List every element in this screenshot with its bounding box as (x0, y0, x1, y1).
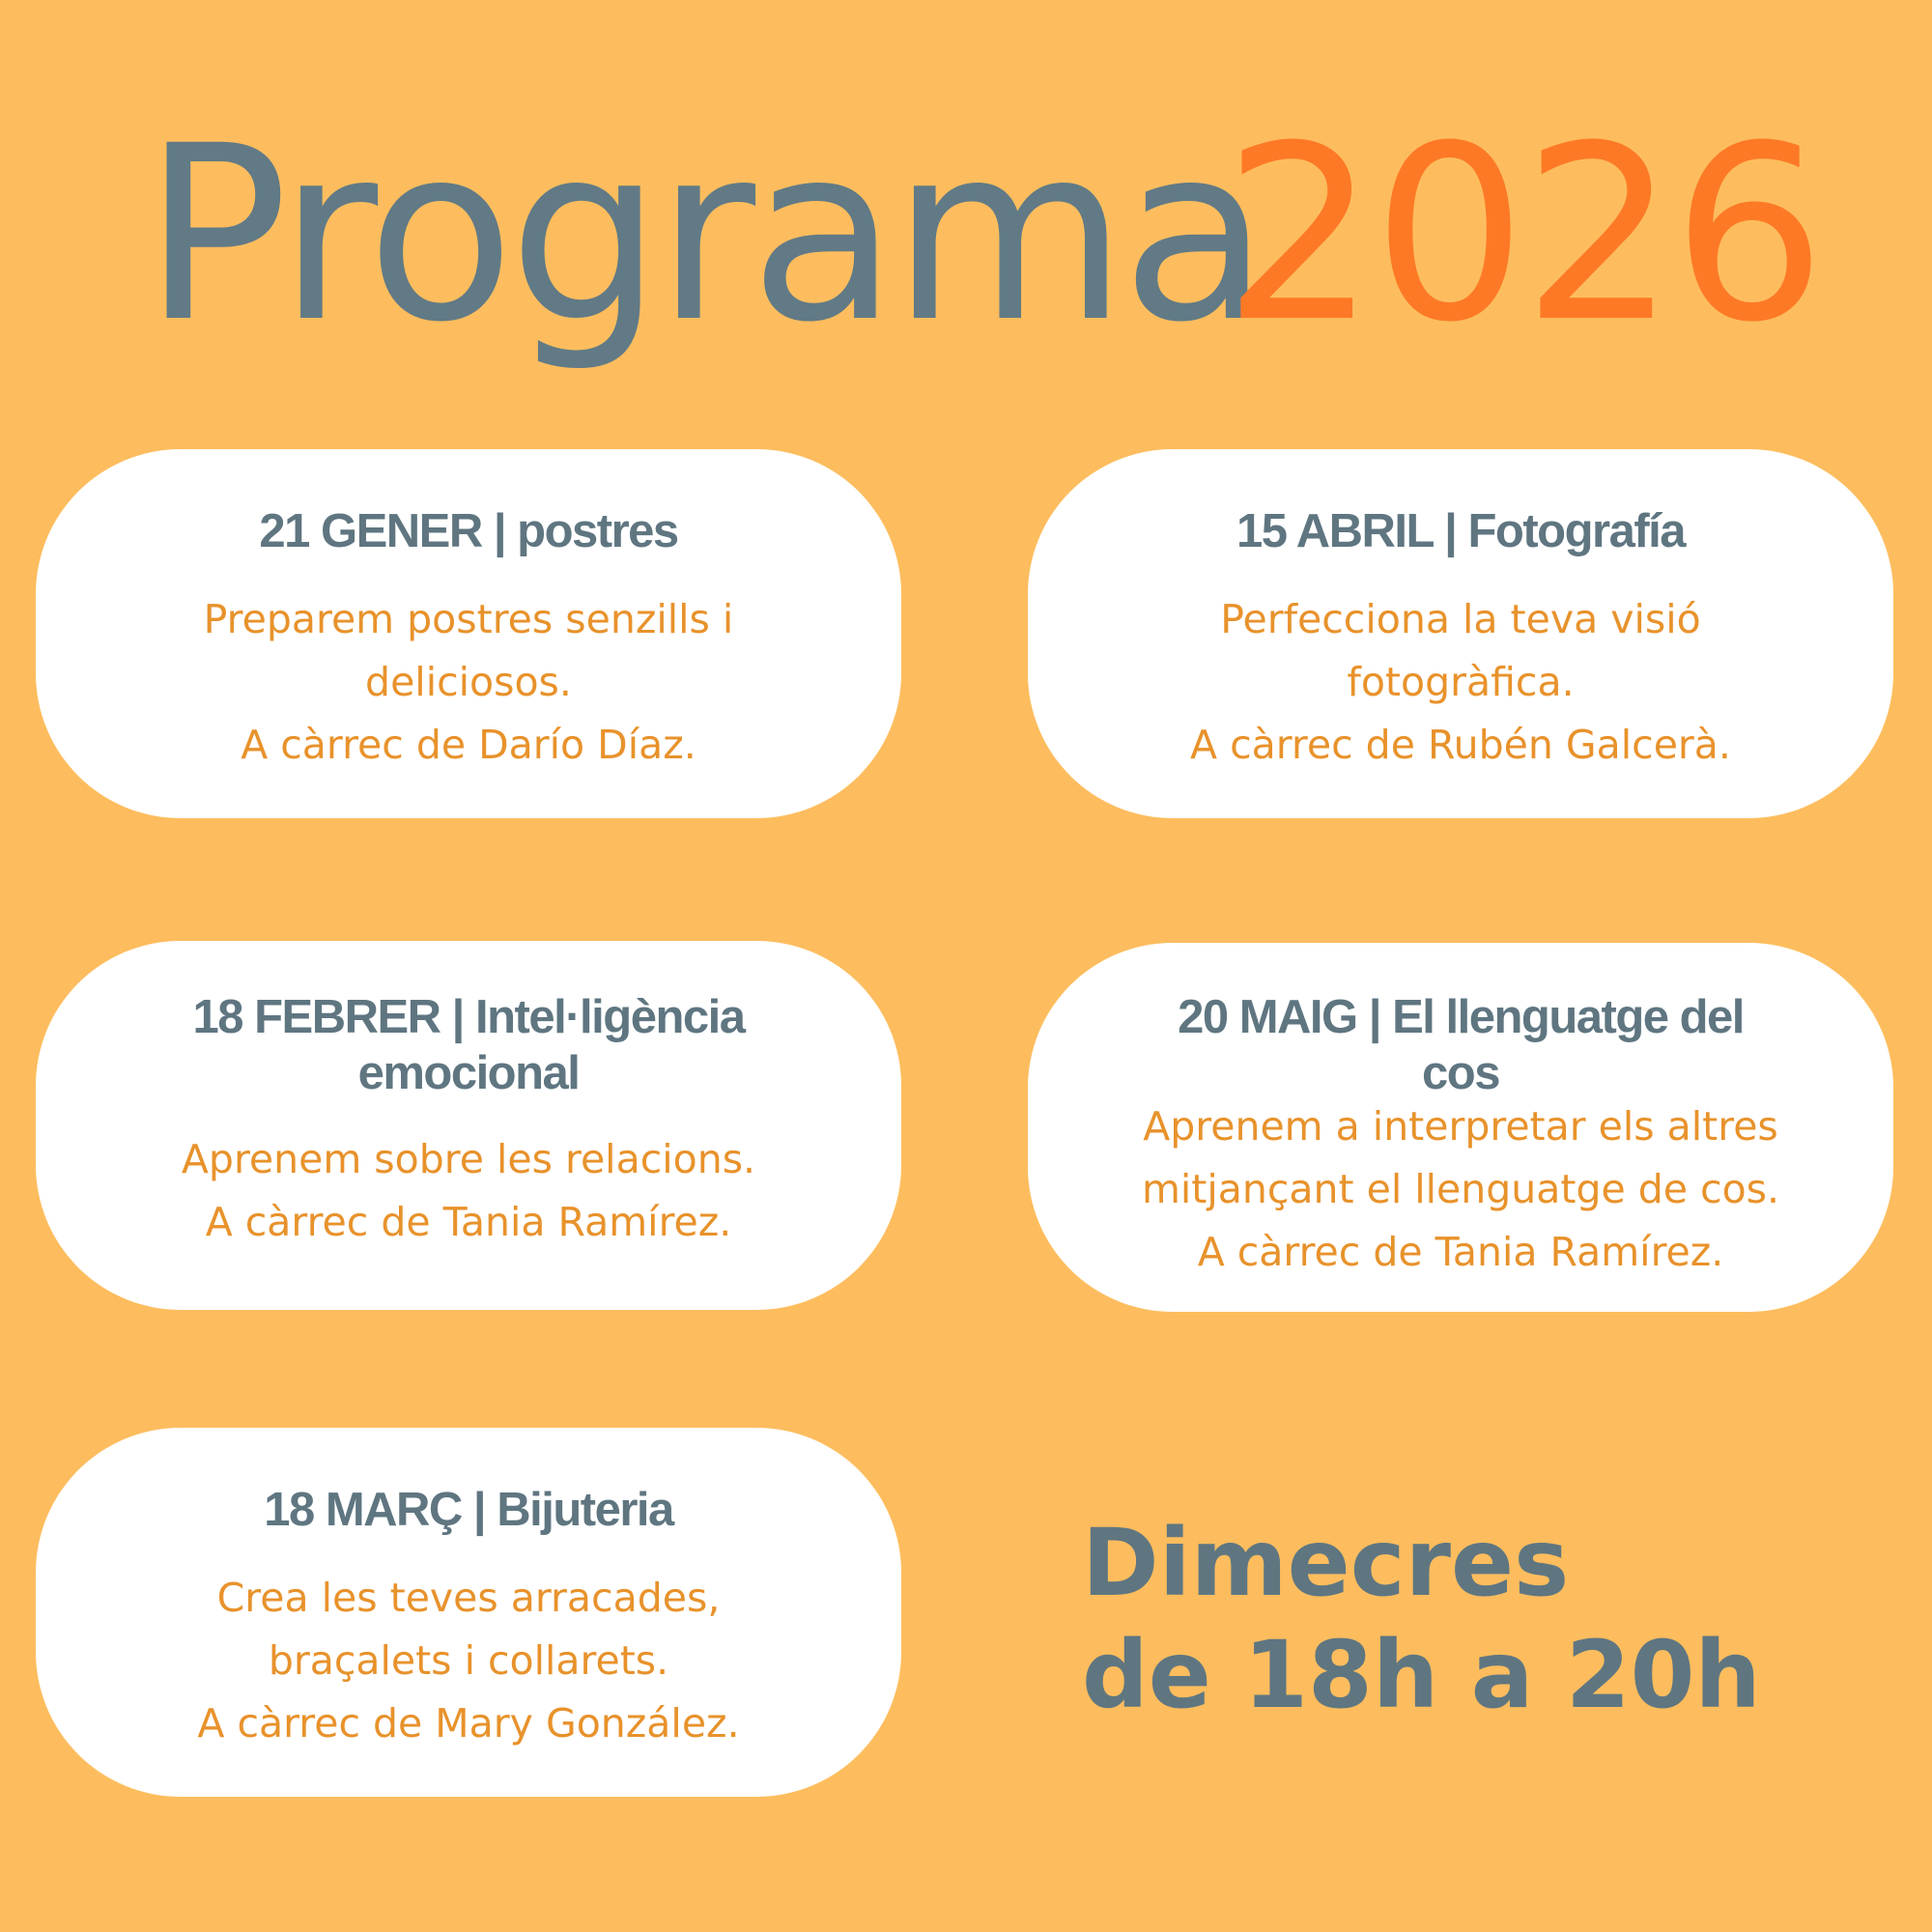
event-line: braçalets i collarets. (268, 1637, 669, 1684)
event-heading: 18 FEBRER | Intel·ligència emocional (192, 991, 745, 1099)
event-line: deliciosos. (365, 659, 572, 705)
event-card-febrer (36, 941, 901, 1310)
event-line: mitjançant el llenguatge de cos. (1141, 1166, 1780, 1212)
event-card-gener (36, 449, 901, 818)
event-card-abril (1028, 449, 1893, 818)
event-line: A càrrec de Darío Díaz. (241, 722, 696, 768)
event-description (74, 1567, 863, 1755)
event-line: A càrrec de Rubén Galcerà. (1190, 722, 1731, 768)
event-description (1066, 1095, 1855, 1284)
event-line: Aprenem sobre les relacions. (181, 1136, 756, 1182)
event-line: fotogràfica. (1347, 659, 1575, 705)
event-line: Crea les teves arracades, (216, 1575, 721, 1621)
schedule-hours: de 18h a 20h (1082, 1621, 1761, 1729)
event-line: A càrrec de Tania Ramírez. (205, 1199, 732, 1245)
event-line: Aprenem a interpretar els altres (1143, 1103, 1778, 1150)
event-heading: 21 GENER | postres (259, 505, 678, 557)
event-line: Perfecciona la teva visió (1220, 596, 1701, 642)
page-title (143, 94, 1843, 404)
event-description (74, 1128, 863, 1254)
event-heading: 18 MARÇ | Bijuteria (264, 1484, 673, 1536)
event-heading: 15 ABRIL | Fotografía (1236, 505, 1686, 557)
title-year: 2026 (1223, 94, 1823, 375)
event-line: A càrrec de Mary González. (197, 1700, 740, 1747)
event-heading: 20 MAIG | El llenguatge del cos (1178, 991, 1744, 1099)
event-card-marc (36, 1428, 901, 1797)
schedule-day: Dimecres (1082, 1509, 1570, 1617)
event-card-maig (1028, 943, 1893, 1312)
title-word: Programa (143, 94, 1264, 375)
schedule-text (1082, 1507, 1761, 1731)
event-line: Preparem postres senzills i (203, 596, 734, 642)
event-description (74, 588, 863, 777)
event-line: A càrrec de Tania Ramírez. (1197, 1229, 1724, 1275)
event-description (1066, 588, 1855, 777)
